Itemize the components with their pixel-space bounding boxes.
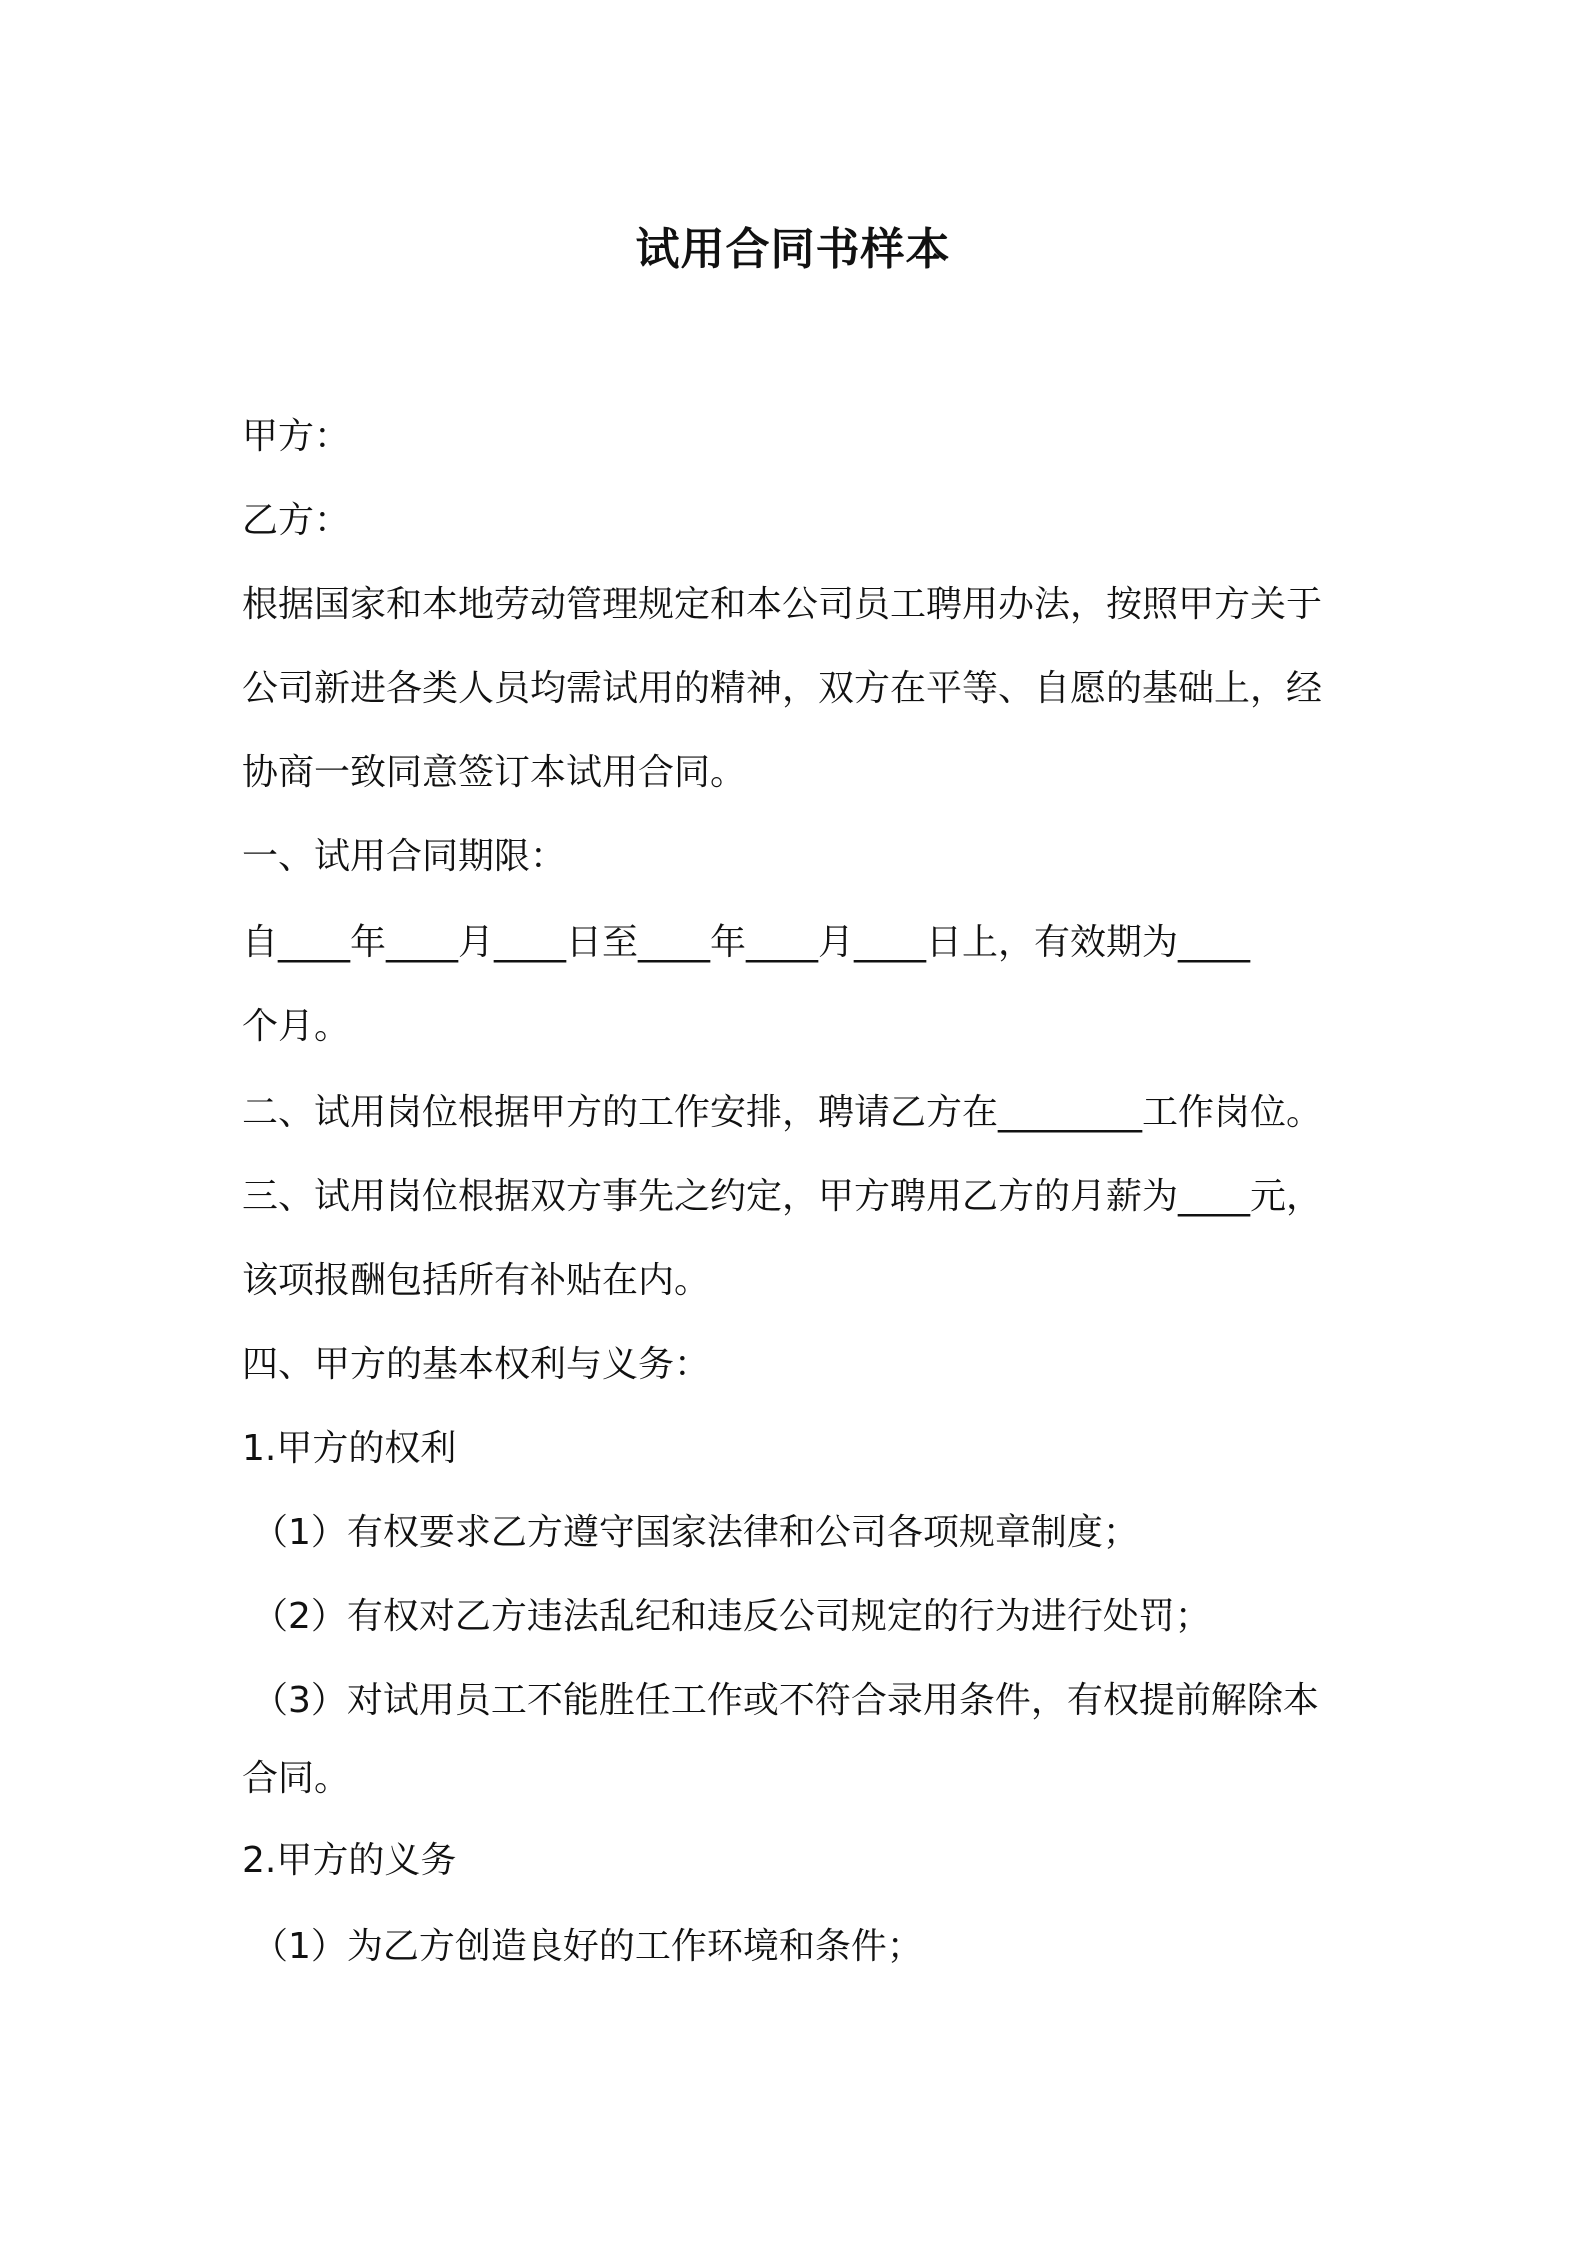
- preamble-line-3: 协商一致同意签订本试用合同。: [242, 752, 747, 793]
- party-b-line: 乙方：: [242, 500, 351, 541]
- term-line-2: 个月。: [242, 1006, 351, 1047]
- section-1-heading: 一、试用合同期限：: [242, 836, 567, 877]
- preamble-line-1: 根据国家和本地劳动管理规定和本公司员工聘用办法，按照甲方关于: [242, 584, 1323, 625]
- rights-item-3-line-1: （3）对试用员工不能胜任工作或不符合录用条件，有权提前解除本: [252, 1680, 1319, 1721]
- rights-item-2: （2）有权对乙方违法乱纪和违反公司规定的行为进行处罚；: [252, 1596, 1211, 1637]
- section-3-line-2: 该项报酬包括所有补贴在内。: [242, 1260, 711, 1301]
- preamble-line-2: 公司新进各类人员均需试用的精神，双方在平等、自愿的基础上，经: [242, 668, 1323, 709]
- duties-item-1: （1）为乙方创造良好的工作环境和条件；: [252, 1926, 923, 1967]
- section-2-line: 二、试用岗位根据甲方的工作安排，聘请乙方在________工作岗位。: [242, 1092, 1323, 1133]
- party-a-rights-heading: 1.甲方的权利: [242, 1428, 457, 1469]
- section-4-heading: 四、甲方的基本权利与义务：: [242, 1344, 711, 1385]
- document-title: 试用合同书样本: [635, 224, 951, 275]
- party-a-line: 甲方：: [242, 416, 351, 457]
- party-a-duties-heading: 2.甲方的义务: [242, 1840, 457, 1881]
- term-line-1: 自____年____月____日至____年____月____日上，有效期为____: [242, 922, 1251, 963]
- rights-item-1: （1）有权要求乙方遵守国家法律和公司各项规章制度；: [252, 1512, 1139, 1553]
- section-3-line-1: 三、试用岗位根据双方事先之约定，甲方聘用乙方的月薪为____元，: [242, 1176, 1323, 1217]
- rights-item-3-line-2: 合同。: [242, 1758, 351, 1799]
